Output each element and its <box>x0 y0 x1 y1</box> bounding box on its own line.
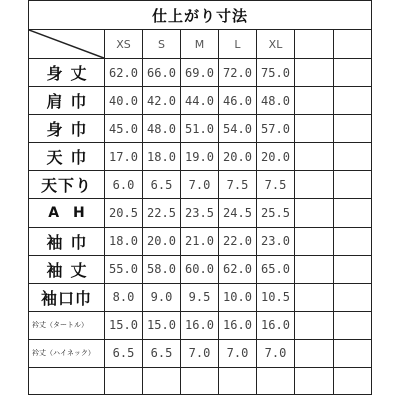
measurement-cell: 19.0 <box>181 143 219 171</box>
table-row <box>29 199 372 227</box>
measurement-cell <box>334 367 372 394</box>
measurement-cell <box>181 367 219 394</box>
size-chart-sheet <box>28 0 371 395</box>
table-row <box>29 143 372 171</box>
measurement-cell: 58.0 <box>143 255 181 283</box>
measurement-cell: 48.0 <box>143 115 181 143</box>
measurement-cell: 16.0 <box>181 311 219 339</box>
measurement-cell: 16.0 <box>257 311 295 339</box>
size-header-cell: S <box>143 30 181 59</box>
measurement-cell <box>334 171 372 199</box>
size-header-cell <box>295 30 334 59</box>
row-label: 衿丈（タートル） <box>29 311 105 339</box>
measurement-cell: 72.0 <box>219 59 257 87</box>
measurement-cell: 23.5 <box>181 199 219 227</box>
measurement-cell <box>295 227 334 255</box>
measurement-cell: 51.0 <box>181 115 219 143</box>
table-row <box>29 227 372 255</box>
measurement-cell <box>295 367 334 394</box>
measurement-cell <box>334 87 372 115</box>
measurement-cell: 62.0 <box>105 59 143 87</box>
corner-cell <box>29 30 105 59</box>
table-row <box>29 367 372 394</box>
table-row <box>29 59 372 87</box>
measurement-cell: 22.5 <box>143 199 181 227</box>
diagonal-line <box>29 30 104 58</box>
row-label: 袖口巾 <box>29 283 105 311</box>
measurement-cell: 18.0 <box>143 143 181 171</box>
measurement-cell <box>295 87 334 115</box>
measurement-cell <box>334 143 372 171</box>
measurement-cell: 57.0 <box>257 115 295 143</box>
row-label: 天巾 <box>29 143 105 171</box>
measurement-cell <box>334 59 372 87</box>
row-label: 身丈 <box>29 59 105 87</box>
measurement-cell: 54.0 <box>219 115 257 143</box>
measurement-cell: 7.0 <box>257 339 295 367</box>
measurement-cell: 66.0 <box>143 59 181 87</box>
measurement-cell <box>334 227 372 255</box>
measurement-cell <box>295 59 334 87</box>
measurement-cell: 6.5 <box>143 171 181 199</box>
measurement-cell: 25.5 <box>257 199 295 227</box>
row-label: 衿丈（ハイネック） <box>29 339 105 367</box>
measurement-cell: 7.0 <box>219 339 257 367</box>
size-header-cell: M <box>181 30 219 59</box>
size-chart-table <box>28 0 372 395</box>
row-label: 肩巾 <box>29 87 105 115</box>
row-label: 天下り <box>29 171 105 199</box>
measurement-cell: 60.0 <box>181 255 219 283</box>
measurement-cell: 7.5 <box>257 171 295 199</box>
measurement-cell <box>334 255 372 283</box>
measurement-cell <box>295 311 334 339</box>
measurement-cell <box>295 115 334 143</box>
table-row <box>29 311 372 339</box>
measurement-cell <box>295 199 334 227</box>
measurement-cell: 21.0 <box>181 227 219 255</box>
measurement-cell: 62.0 <box>219 255 257 283</box>
measurement-cell: 17.0 <box>105 143 143 171</box>
measurement-cell: 6.5 <box>143 339 181 367</box>
size-header-cell: XS <box>105 30 143 59</box>
size-header-row <box>29 30 372 59</box>
measurement-cell: 7.0 <box>181 339 219 367</box>
measurement-cell: 75.0 <box>257 59 295 87</box>
measurement-cell <box>105 367 143 394</box>
measurement-cell <box>334 339 372 367</box>
measurement-cell: 20.0 <box>219 143 257 171</box>
measurement-cell <box>334 115 372 143</box>
measurement-cell: 44.0 <box>181 87 219 115</box>
measurement-cell: 9.5 <box>181 283 219 311</box>
measurement-cell <box>219 367 257 394</box>
measurement-cell: 46.0 <box>219 87 257 115</box>
row-label <box>29 367 105 394</box>
size-header-cell <box>334 30 372 59</box>
measurement-cell <box>295 339 334 367</box>
row-label: 袖巾 <box>29 227 105 255</box>
measurement-cell: 42.0 <box>143 87 181 115</box>
measurement-cell: 65.0 <box>257 255 295 283</box>
measurement-cell: 15.0 <box>105 311 143 339</box>
measurement-cell: 20.0 <box>143 227 181 255</box>
row-label: AH <box>29 199 105 227</box>
measurement-cell: 16.0 <box>219 311 257 339</box>
measurement-cell: 7.5 <box>219 171 257 199</box>
measurement-cell: 40.0 <box>105 87 143 115</box>
measurement-cell <box>257 367 295 394</box>
measurement-cell: 6.5 <box>105 339 143 367</box>
size-header-cell: XL <box>257 30 295 59</box>
measurement-cell: 24.5 <box>219 199 257 227</box>
measurement-cell <box>295 143 334 171</box>
table-row <box>29 115 372 143</box>
measurement-cell: 10.0 <box>219 283 257 311</box>
measurement-cell <box>334 199 372 227</box>
measurement-cell <box>143 367 181 394</box>
table-row <box>29 171 372 199</box>
measurement-cell <box>334 311 372 339</box>
measurement-cell: 15.0 <box>143 311 181 339</box>
measurement-cell: 6.0 <box>105 171 143 199</box>
measurement-cell: 69.0 <box>181 59 219 87</box>
measurement-cell <box>295 283 334 311</box>
table-row <box>29 87 372 115</box>
measurement-cell: 48.0 <box>257 87 295 115</box>
measurement-cell: 18.0 <box>105 227 143 255</box>
measurement-cell: 10.5 <box>257 283 295 311</box>
measurement-cell <box>295 171 334 199</box>
table-row <box>29 283 372 311</box>
measurement-cell <box>295 255 334 283</box>
table-row <box>29 255 372 283</box>
table-title: 仕上がり寸法 <box>29 1 372 30</box>
measurement-cell: 22.0 <box>219 227 257 255</box>
size-header-cell: L <box>219 30 257 59</box>
measurement-cell <box>334 283 372 311</box>
measurement-cell: 8.0 <box>105 283 143 311</box>
measurement-cell: 23.0 <box>257 227 295 255</box>
title-row <box>29 1 372 30</box>
measurement-cell: 55.0 <box>105 255 143 283</box>
measurement-cell: 45.0 <box>105 115 143 143</box>
measurement-cell: 9.0 <box>143 283 181 311</box>
measurement-cell: 20.0 <box>257 143 295 171</box>
measurement-cell: 7.0 <box>181 171 219 199</box>
row-label: 袖丈 <box>29 255 105 283</box>
row-label: 身巾 <box>29 115 105 143</box>
table-row <box>29 339 372 367</box>
measurement-cell: 20.5 <box>105 199 143 227</box>
